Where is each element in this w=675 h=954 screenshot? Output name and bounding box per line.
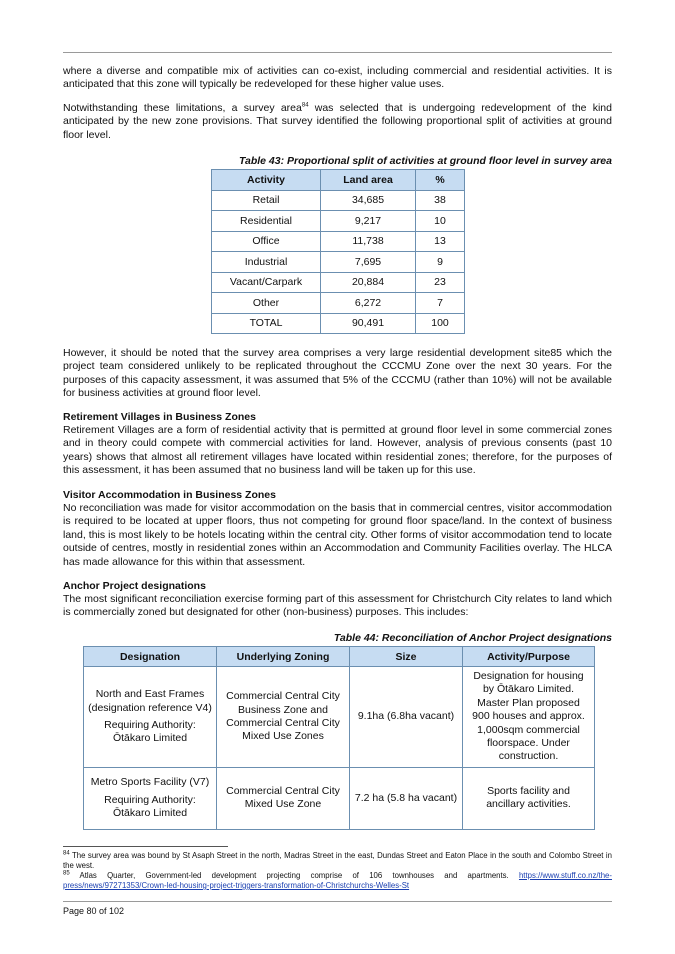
table-44-caption: Table 44: Reconciliation of Anchor Project designations: [333, 632, 612, 644]
table-cell: Retail: [212, 190, 321, 211]
table-header-row: [212, 170, 465, 191]
paragraph-survey: Notwithstanding these limitations, a survey area$^{84}$ was selected that is undergoing redevelopment of the kind anticipated by the new zone provisions. That survey identified the following proportional split of activities at ground floor level.: [63, 102, 612, 141]
table-cell: 9: [416, 252, 465, 273]
table-cell: 23: [416, 272, 465, 293]
column-header: Underlying Zoning: [217, 647, 350, 667]
table-cell: 7: [416, 293, 465, 314]
table-row: [212, 293, 465, 314]
table-cell: 11,738: [321, 231, 416, 252]
table-row: [212, 272, 465, 293]
designation-cell: [84, 767, 217, 829]
table-cell: 90,491: [321, 313, 416, 334]
column-header: Land area: [321, 170, 416, 191]
table-cell: 7,695: [321, 252, 416, 273]
table-row: [212, 190, 465, 211]
table-row-total: [212, 313, 465, 334]
footnote-84: $^{84}$ The survey area was bound by St Asaph Street in the north, Madras Street in the east, Dundas Street and Eaton Place in the south and Colombo Street in the west.: [63, 850, 612, 870]
size-cell: 7.2 ha (5.8 ha vacant): [350, 767, 463, 829]
table-header-row: [84, 647, 595, 667]
footnote-85: $^{85}$ Atlas Quarter, Government-led development projecting comprise of 106 townhouses and apartments. https://www.stuff.co.nz/the-press/news/97271353/Crown-led-housing-project-triggers-transformation-of-Christchurchs-Welles-St: [63, 870, 612, 890]
table-cell: 9,217: [321, 211, 416, 232]
zoning-cell: Commercial Central City Mixed Use Zone: [217, 767, 350, 829]
paragraph-survey-note: However, it should be noted that the survey area comprises a very large residential development site85 which the project team considered unlikely to be replicated throughout the CCCMU Zone over the next 30 years. For the purposes of this capacity assessment, it was assumed that 5% of the CCCMU (rather than 10%) will not be available for business activities at ground floor level.: [63, 347, 612, 400]
size-cell: 9.1ha (6.8ha vacant): [350, 667, 463, 768]
requiring-authority: Requiring Authority: Ōtākaro Limited: [104, 718, 196, 745]
footnote-ref-84[interactable]: 84: [301, 102, 309, 109]
table-cell: Industrial: [212, 252, 321, 273]
table-cell: Vacant/Carpark: [212, 272, 321, 293]
column-header: Activity: [212, 170, 321, 191]
table-row: [212, 252, 465, 273]
table-cell: 20,884: [321, 272, 416, 293]
paragraph-anchor-projects: The most significant reconciliation exercise forming part of this assessment for Christchurch City relates to land which is commercially zoned but designated for other (non-business) purposes. This includes:: [63, 593, 612, 619]
footer-rule: [63, 901, 612, 902]
column-header: %: [416, 170, 465, 191]
table-cell: TOTAL: [212, 313, 321, 334]
column-header: Size: [350, 647, 463, 667]
designation-name: Metro Sports Facility (V7): [90, 776, 210, 789]
paragraph-intro: where a diverse and compatible mix of activities can co-exist, including commercial and residential activities. It is anticipated that this zone will typically be redeveloped for these higher value uses.: [63, 65, 612, 91]
paragraph-retirement-villages: Retirement Villages are a form of residential activity that is permitted at ground floor level in some commercial zones and in theory could compete with commercial activities for land. However, analysis of previous consents (past 10 years) shows that almost all retirement villages have located within residential zones; therefore, for the purposes of this assessment, it has been assumed that no business land will be taken up for this use.: [63, 424, 612, 477]
table-row: [84, 767, 595, 829]
paragraph-visitor-accommodation: No reconciliation was made for visitor accommodation on the basis that in commercial centres, visitor accommodation is required to be located at upper floors, thus not competing for ground floor space/land. In the context of business land, this is most likely to be hotels locating within the central city. Other forms of visitor accommodation tend to locate outside of centres, mostly in residential zones within an Accommodation and Community Facilities overlay. The HLCA has made allowance for this within that assessment.: [63, 502, 612, 568]
zoning-cell: Commercial Central City Business Zone and Commercial Central City Mixed Use Zones: [217, 667, 350, 768]
footnote-85-link[interactable]: https://www.stuff.co.nz/the-press/news/97271353/Crown-led-housing-project-triggers-transformation-of-Christchurchs-Welles-St: [63, 871, 612, 890]
table-cell: Residential: [212, 211, 321, 232]
table-cell: Other: [212, 293, 321, 314]
column-header: Activity/Purpose: [463, 647, 595, 667]
heading-anchor-projects: Anchor Project designations: [63, 580, 206, 592]
document-page: [63, 0, 612, 954]
page-number: Page 80 of 102: [63, 906, 125, 916]
header-rule: [63, 52, 612, 53]
purpose-cell: Designation for housing by Ōtākaro Limited. Master Plan proposed 900 houses and approx. 1,000sqm commercial floorspace. Under construction.: [463, 667, 595, 768]
table-cell: 34,685: [321, 190, 416, 211]
table-cell: 38: [416, 190, 465, 211]
table-44: [83, 646, 595, 830]
heading-retirement-villages: Retirement Villages in Business Zones: [63, 411, 256, 423]
table-cell: 13: [416, 231, 465, 252]
footnote-rule: [63, 846, 228, 847]
table-cell: Office: [212, 231, 321, 252]
table-cell: 10: [416, 211, 465, 232]
purpose-cell: Sports facility and ancillary activities.: [463, 767, 595, 829]
column-header: Designation: [84, 647, 217, 667]
table-cell: 6,272: [321, 293, 416, 314]
heading-visitor-accommodation: Visitor Accommodation in Business Zones: [63, 489, 276, 501]
table-row: [84, 667, 595, 768]
designation-cell: [84, 667, 217, 768]
requiring-authority: Requiring Authority: Ōtākaro Limited: [104, 793, 196, 820]
table-row: [212, 211, 465, 232]
designation-name: North and East Frames (designation reference V4): [88, 688, 212, 714]
table-43-caption: Table 43: Proportional split of activities at ground floor level in survey area: [238, 155, 612, 167]
table-43: [211, 169, 465, 334]
table-row: [212, 231, 465, 252]
table-cell: 100: [416, 313, 465, 334]
